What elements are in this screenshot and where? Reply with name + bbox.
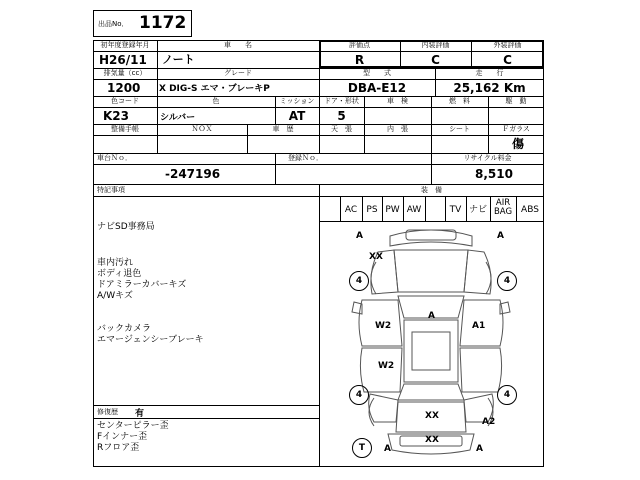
note-line: A/Wキズ [97, 291, 133, 301]
damage-mark: XX [425, 435, 439, 445]
repair-history-value: 有 [135, 409, 145, 419]
interior-trim-label: 内 張 [387, 125, 408, 133]
inspection-label: 車 検 [387, 97, 408, 105]
score-label: 評価点 [349, 41, 370, 49]
tire-front-left: 4 [349, 271, 369, 291]
repair-history-label: 修復歴 [97, 408, 118, 416]
option-abs: ABS [521, 205, 539, 215]
option-pw: PW [385, 205, 400, 215]
lot-number: 1172 [139, 13, 187, 33]
damage-mark: A [497, 231, 504, 241]
option-ac: AC [344, 205, 358, 215]
car-body-diagram [320, 222, 543, 466]
option-ps: PS [366, 205, 378, 215]
equipment-header: 装 備 [421, 186, 442, 194]
chassis-number-label: 車台Ｎｏ． [97, 154, 132, 162]
note-line: エマージェンシーブレーキ [97, 335, 204, 345]
seat-label: シート [449, 125, 470, 133]
damage-mark: W2 [375, 321, 392, 331]
front-glass-value: 傷 [512, 137, 525, 151]
damage-mark: A2 [482, 417, 496, 427]
damage-mark: A [356, 231, 363, 241]
maintenance-book-label: 整備手帳 [111, 125, 139, 133]
damage-mark: A [384, 444, 391, 454]
history-label: 車 歴 [272, 125, 294, 133]
exterior-score-label: 外装評価 [493, 41, 522, 49]
score-value: R [354, 53, 365, 67]
notes-header: 特記事項 [97, 186, 125, 194]
recycle-fee-label: リサイクル料金 [463, 154, 512, 162]
damage-mark: XX [425, 411, 439, 421]
grade-value: X DIG-S エマ・ブレーキP [159, 84, 270, 94]
door-value: 5 [337, 109, 346, 123]
color-code-label: 色コード [111, 97, 139, 105]
note-line: ナビSD事務局 [97, 222, 155, 232]
tire-front-right: 4 [497, 271, 517, 291]
registration-number-label: 登録Ｎｏ． [288, 154, 323, 162]
mileage-label: 走 行 [475, 69, 504, 77]
repair-line: Fインナー歪 [97, 432, 148, 442]
first-registration-value: H26/11 [99, 53, 147, 67]
door-label: ドア・形状 [324, 97, 359, 105]
drive-label: 駆 動 [505, 97, 527, 105]
note-line: ドアミラーカバーキズ [97, 280, 187, 290]
repair-line: センターピラー歪 [97, 421, 169, 431]
displacement-label: 排気量（cc） [103, 69, 147, 77]
option-navi: ナビ [468, 205, 487, 215]
front-glass-label: Ｆガラス [502, 125, 530, 133]
note-line: 車内汚れ [97, 258, 134, 268]
note-line: バックカメラ [97, 324, 152, 334]
model-value: DBA-E12 [347, 81, 407, 95]
ceiling-label: 天 張 [331, 125, 352, 133]
note-line: ボディ退色 [97, 269, 142, 279]
car-name-value: ノート [162, 53, 195, 66]
damage-mark: A1 [472, 321, 486, 331]
first-registration-label: 初年度登録年月 [100, 41, 150, 49]
option-aw: AW [406, 205, 422, 215]
exterior-score-value: C [503, 53, 512, 67]
car-name-label: 車 名 [224, 41, 252, 49]
mission-value: AT [288, 109, 306, 123]
damage-mark: A [476, 444, 483, 454]
interior-score-value: C [431, 53, 440, 67]
chassis-number-value: -247196 [165, 167, 221, 181]
model-label: 型 式 [363, 69, 391, 77]
color-label: 色 [212, 97, 220, 105]
grade-label: グレード [224, 69, 252, 77]
lot-number-box [93, 10, 192, 37]
damage-mark: W2 [378, 361, 395, 371]
lot-label: 出品No． [98, 20, 129, 28]
color-value: シルバー [160, 113, 196, 123]
color-code-value: K23 [103, 109, 129, 123]
fuel-label: 燃 料 [449, 97, 470, 105]
spare-tire: T [352, 438, 372, 458]
recycle-fee-value: 8,510 [475, 167, 513, 181]
damage-mark: A [428, 311, 435, 321]
nox-label: ＮＯＸ [191, 125, 213, 133]
repair-line: Rフロア歪 [97, 443, 140, 453]
interior-score-label: 内装評価 [421, 41, 450, 49]
tire-rear-right: 4 [497, 385, 517, 405]
option-airbag: AIR BAG [493, 198, 513, 217]
damage-mark: XX [369, 252, 383, 262]
mileage-value: 25,162 Km [453, 81, 526, 95]
tire-rear-left: 4 [349, 385, 369, 405]
option-tv: TV [449, 205, 462, 215]
displacement-value: 1200 [107, 81, 141, 95]
mission-label: ミッション [279, 97, 315, 105]
